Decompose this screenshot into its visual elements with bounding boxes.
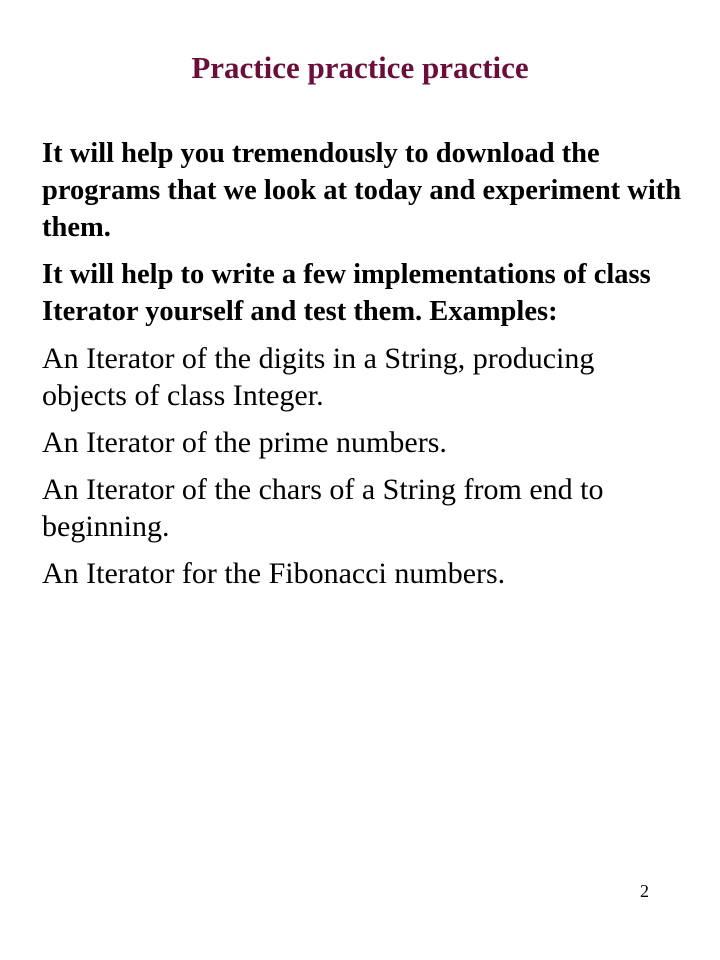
slide-title: Practice practice practice bbox=[191, 50, 529, 85]
paragraph-example-prime-iterator: An Iterator of the prime numbers. bbox=[42, 426, 447, 459]
paragraph-example-fibonacci-iterator: An Iterator for the Fibonacci numbers. bbox=[42, 557, 506, 590]
paragraph-write-implementations: It will help to write a few implementations of class Iterator yourself and test them. Examples: bbox=[42, 259, 651, 327]
paragraph-example-digits-iterator: An Iterator of the digits in a String, producing objects of class Integer. bbox=[42, 342, 595, 412]
paragraph-download-programs: It will help you tremendously to download the programs that we look at today and experiment with them. bbox=[42, 138, 682, 243]
page-number: 2 bbox=[640, 881, 649, 901]
slide-body bbox=[42, 135, 682, 602]
paragraph-example-reverse-chars-iterator: An Iterator of the chars of a String from end to beginning. bbox=[42, 473, 604, 543]
